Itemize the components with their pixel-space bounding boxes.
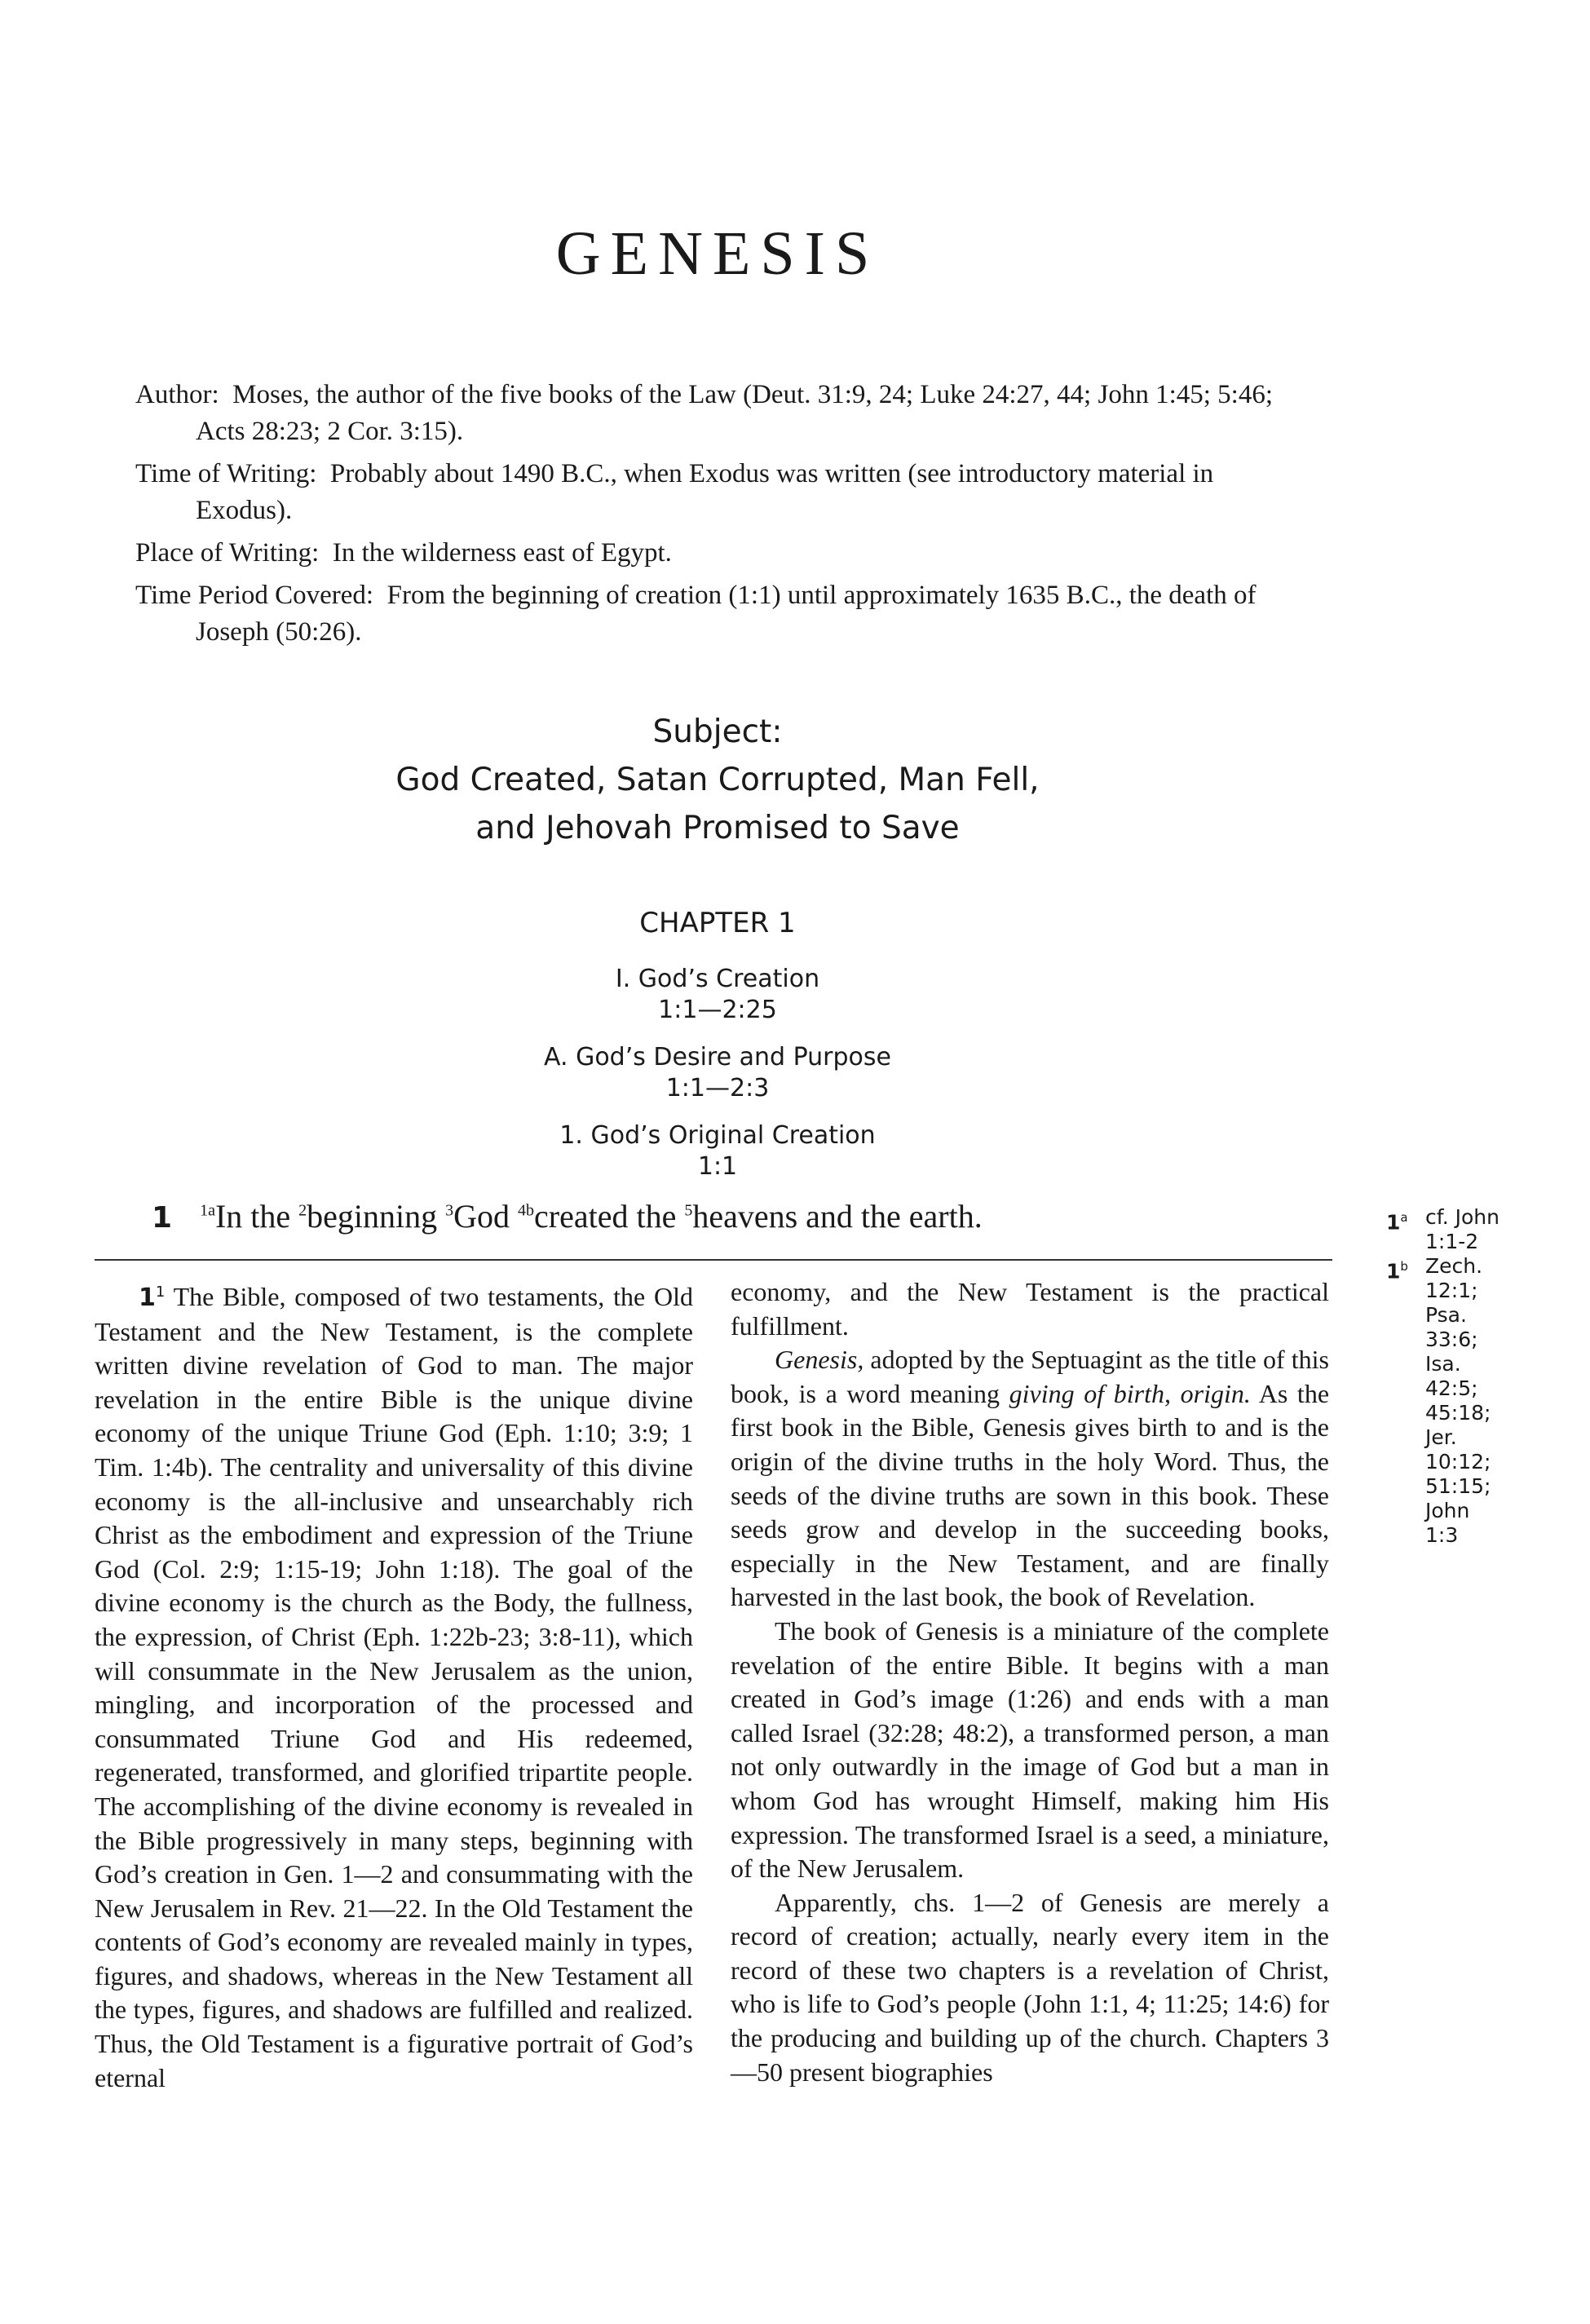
outline-title: I. God’s Creation [615, 965, 820, 993]
footnote-text: The Bible, composed of two testaments, the Old Testament and the New Testament, is the complete written divine revelation of God to man. The major revelation in the entire Bible is the unique divine economy of the unique Triune God (Eph. 1:10; 3:9; 1 Tim. 1:4b). The centrality and universality of this divine economy is the all-inclusive and unsearchably rich Christ as the embodiment and expression of the Triune God (Col. 2:9; 1:15-19; John 1:18). The goal of the divine economy is the church as the Body, the fullness, the expression, of Christ (Eph. 1:22b-23; 3:8-11), which will consummate in the New Jerusalem as the union, mingling, and incorporation of the processed and consummated Triune God and His redeemed, regenerated, transformed, and glorified tripartite people. The accomplishing of the divine economy is revealed in the Bible progressively in many steps, beginning with God’s creation in Gen. 1—2 and consummating with the New Jerusalem in Rev. 21—22. In the Old Testament the contents of God’s economy are revealed mainly in types, figures, and shadows, whereas in the New Testament all the types, figures, and shadows are fulfilled and realized. Thus, the Old Testament is a figurative portrait of God’s eternal [95, 1282, 694, 2092]
subject-heading [0, 708, 1435, 852]
meta-text: In the wilderness east of Egypt. [332, 538, 672, 568]
footnote-marker[interactable]: 5 [684, 1201, 693, 1220]
meta-place-of-writing [135, 535, 1310, 572]
xref-line: 45:18; [1425, 1401, 1491, 1425]
xref-verse: 1 [1386, 1259, 1401, 1284]
outline-title: 1. God’s Original Creation [559, 1121, 876, 1150]
xref-letter: a [1400, 1210, 1408, 1225]
footnote-marker[interactable]: 1a [200, 1201, 215, 1220]
chapter-heading: CHAPTER 1 [639, 907, 796, 939]
outline-title: A. God’s Desire and Purpose [544, 1043, 891, 1071]
verse-1 [152, 1197, 1293, 1235]
meta-time-period [135, 577, 1310, 651]
outline-point-1 [0, 964, 1435, 1026]
subject-line-1: God Created, Satan Corrupted, Man Fell, [395, 762, 1040, 798]
footnote-ref-verse: 1 [139, 1284, 156, 1312]
verse-text: heavens and the earth. [692, 1198, 983, 1235]
book-metadata [135, 377, 1310, 656]
footnote-text: adopted by the Septuagint as the title of this book, is a word meaning [731, 1345, 1329, 1408]
xref-text [1425, 1254, 1548, 1548]
xref-line: Zech. [1425, 1254, 1483, 1278]
footnote-marker[interactable]: 2 [298, 1201, 307, 1220]
outline-ref: 1:1—2:3 [665, 1074, 770, 1102]
footnote-text: As the first book in the Bible, Genesis gives birth to and is the origin of the divine truths in the holy Word. Thus, the seeds of the divine truths are sown in this book. These seeds grow and develop in the succeeding books, especially in the New Testament, and are finally harvested in the last book, the book of Revelation. [731, 1378, 1330, 1612]
xref-line: John [1425, 1499, 1470, 1522]
xref-line: 51:15; [1425, 1474, 1491, 1498]
footnote-paragraph: Apparently, chs. 1—2 of Genesis are merely a record of creation; actually, nearly every item in the record of these two chapters is a revelation of Christ, who is life to God’s people (John 1:1, 4; 11:25; 14:6) for the producing and building up of the church. Chapters 3—50 present biographies [731, 1887, 1329, 2087]
meta-text: From the beginning of creation (1:1) until approximately 1635 B.C., the death of Joseph (50:26). [196, 581, 1257, 647]
meta-label: Time of Writing: [135, 459, 317, 488]
footnote-paragraph: economy, and the New Testament is the practical fulfillment. [731, 1277, 1329, 1341]
footnote-paragraph: The book of Genesis is a miniature of the complete revelation of the entire Bible. It begins with a man created in God’s image (1:26) and ends with a man called Israel (32:28; 48:2), a transformed person, a man not only outwardly in the image of God but a man in whom God has wrought Himself, making him His expression. The transformed Israel is a seed, a miniature, of the New Jerusalem. [731, 1615, 1329, 1884]
xref-label [1386, 1254, 1408, 1284]
xref-line: 12:1; [1425, 1279, 1478, 1302]
xref-line: 1:3 [1425, 1523, 1459, 1547]
verse-text: created the [534, 1198, 685, 1235]
footnote-paragraph [731, 1343, 1329, 1615]
footnote-italic: Genesis, [775, 1345, 864, 1375]
verse-number: 1 [152, 1201, 173, 1235]
xref-letter: b [1400, 1259, 1408, 1274]
meta-time-of-writing [135, 456, 1310, 529]
footnote-paragraph [95, 1275, 693, 2095]
meta-label: Time Period Covered: [135, 581, 374, 610]
footnote-divider [95, 1259, 1332, 1261]
xref-line: 1:1-2 [1425, 1230, 1479, 1253]
xref-line: Jer. [1425, 1425, 1457, 1449]
meta-label: Place of Writing: [135, 538, 320, 568]
footnote-ref-number: 1 [155, 1284, 166, 1301]
book-title: GENESIS [555, 219, 880, 288]
xref-verse: 1 [1386, 1210, 1401, 1235]
meta-author [135, 377, 1310, 450]
subject-line-2: and Jehovah Promised to Save [475, 810, 960, 846]
meta-label: Author: [135, 380, 219, 409]
meta-text: Moses, the author of the five books of the Law (Deut. 31:9, 24; Luke 24:27, 44; John 1:45; 5:46; Acts 28:23; 2 Cor. 3:15). [196, 380, 1273, 446]
outline-point-2 [0, 1042, 1435, 1104]
outline-ref: 1:1—2:25 [658, 996, 777, 1024]
xref-text [1425, 1205, 1548, 1254]
meta-text: Probably about 1490 B.C., when Exodus was written (see introductory material in Exodus). [196, 459, 1214, 525]
outline-point-3 [0, 1120, 1435, 1182]
xref-line: 42:5; [1425, 1376, 1478, 1400]
xref-line: Psa. [1425, 1303, 1467, 1327]
verse-text: In the [214, 1198, 299, 1235]
footnote-marker[interactable]: 3 [445, 1201, 454, 1220]
xref-line: Isa. [1425, 1352, 1461, 1376]
verse-text: beginning [307, 1198, 446, 1235]
footnote-italic: giving of birth, origin. [1009, 1378, 1251, 1408]
footnote-column-left [95, 1275, 693, 2095]
verse-text: God [453, 1198, 519, 1235]
footnote-marker[interactable]: 4b [518, 1201, 535, 1220]
outline-ref: 1:1 [697, 1152, 738, 1181]
xref-line: 33:6; [1425, 1328, 1478, 1351]
xref-label [1386, 1205, 1408, 1235]
xref-line: 10:12; [1425, 1450, 1491, 1473]
xref-line: cf. John [1425, 1205, 1499, 1229]
subject-label: Subject: [652, 714, 783, 750]
footnote-ref [139, 1284, 165, 1312]
footnote-column-right [731, 1275, 1329, 2089]
